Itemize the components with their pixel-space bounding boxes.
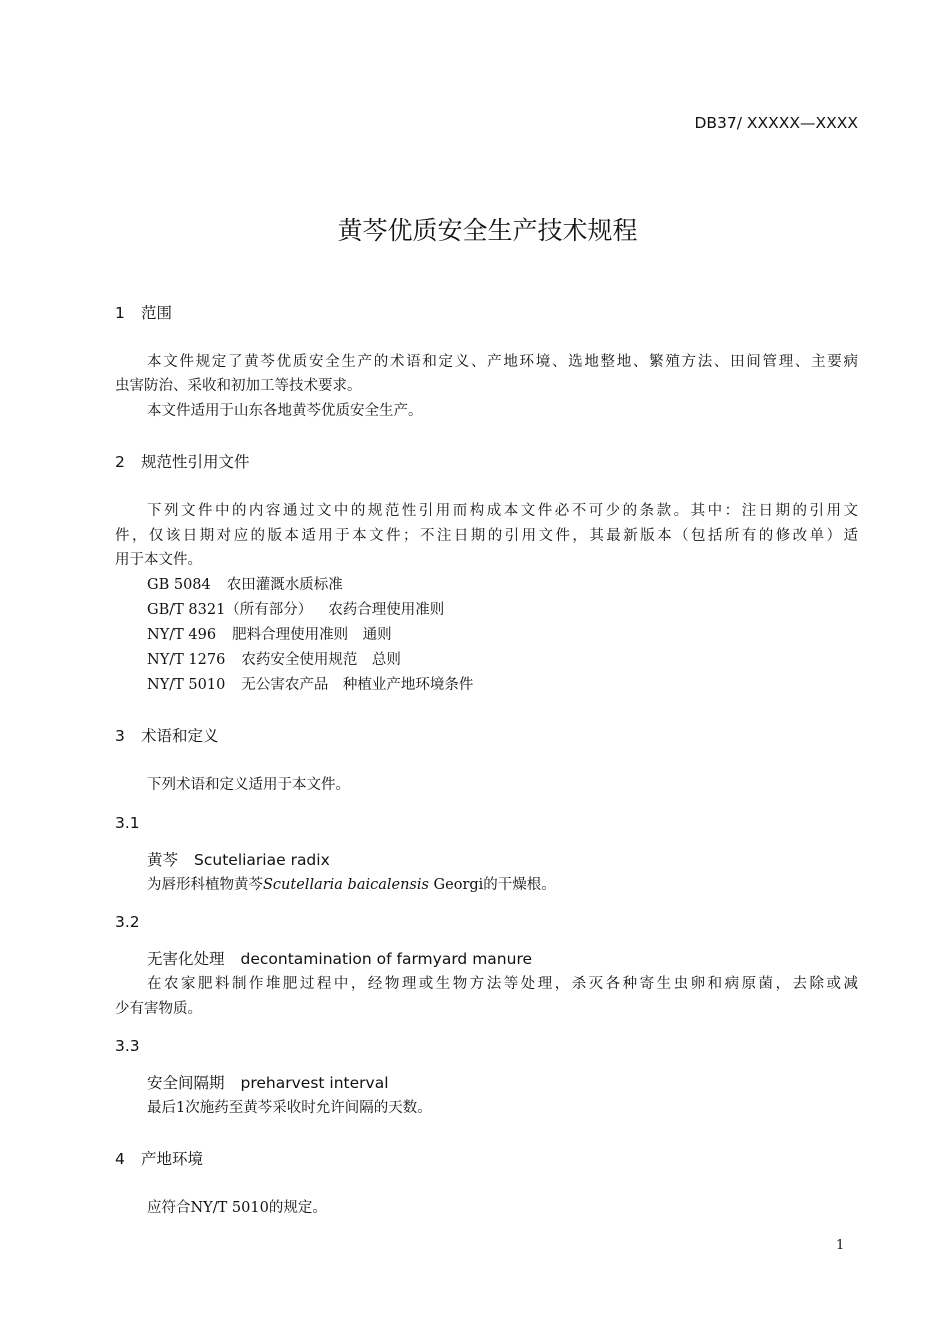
- reference-item: NY/T 1276 农药安全使用规范 总则: [147, 652, 401, 668]
- page-title: 黄芩优质安全生产技术规程: [337, 216, 638, 245]
- term-definition: 为唇形科植物黄芩Scutellaria baicalensis Georgi的干燥根。: [147, 877, 556, 893]
- page-number: 1: [836, 1238, 845, 1253]
- term-title: 安全间隔期 preharvest interval: [147, 1074, 389, 1092]
- term-title: 黄芩 Scuteliariae radix: [147, 851, 330, 869]
- term-title: 无害化处理 decontamination of farmyard manure: [147, 950, 533, 968]
- paragraph-line: 下列文件中的内容通过文中的规范性引用而构成本文件必不可少的条款。其中：注日期的引用文: [147, 503, 858, 519]
- paragraph-line: 下列术语和定义适用于本文件。: [147, 777, 350, 793]
- paragraph-line: 用于本文件。: [115, 552, 202, 568]
- section-heading-4: 4 产地环境: [115, 1150, 204, 1168]
- section-heading-3: 3 术语和定义: [115, 727, 219, 745]
- term-number: 3.1: [115, 814, 140, 832]
- paragraph-line: 虫害防治、采收和初加工等技术要求。: [115, 378, 362, 394]
- section-heading-2: 2 规范性引用文件: [115, 453, 250, 471]
- section-heading-1: 1 范围: [115, 304, 173, 322]
- reference-item: GB/T 8321（所有部分） 农药合理使用准则: [147, 602, 445, 618]
- reference-item: NY/T 5010 无公害农产品 种植业产地环境条件: [147, 677, 474, 693]
- paragraph-line: 件，仅该日期对应的版本适用于本文件；不注日期的引用文件，其最新版本（包括所有的修改单）适: [115, 528, 858, 544]
- term-definition: 在农家肥料制作堆肥过程中，经物理或生物方法等处理，杀灭各种寄生虫卵和病原菌，去除或减: [147, 976, 858, 992]
- document-code: DB37/ XXXXX—XXXX: [694, 114, 858, 132]
- reference-item: NY/T 496 肥料合理使用准则 通则: [147, 627, 392, 643]
- term-definition: 最后1次施药至黄芩采收时允许间隔的天数。: [147, 1100, 432, 1116]
- paragraph-line: 本文件规定了黄芩优质安全生产的术语和定义、产地环境、选地整地、繁殖方法、田间管理、主要病: [147, 354, 858, 370]
- reference-item: GB 5084 农田灌溉水质标准: [147, 577, 343, 593]
- paragraph-line: 应符合NY/T 5010的规定。: [147, 1200, 327, 1216]
- paragraph-line: 本文件适用于山东各地黄芩优质安全生产。: [147, 403, 423, 419]
- term-number: 3.2: [115, 913, 140, 931]
- term-number: 3.3: [115, 1037, 140, 1055]
- term-definition: 少有害物质。: [115, 1001, 202, 1017]
